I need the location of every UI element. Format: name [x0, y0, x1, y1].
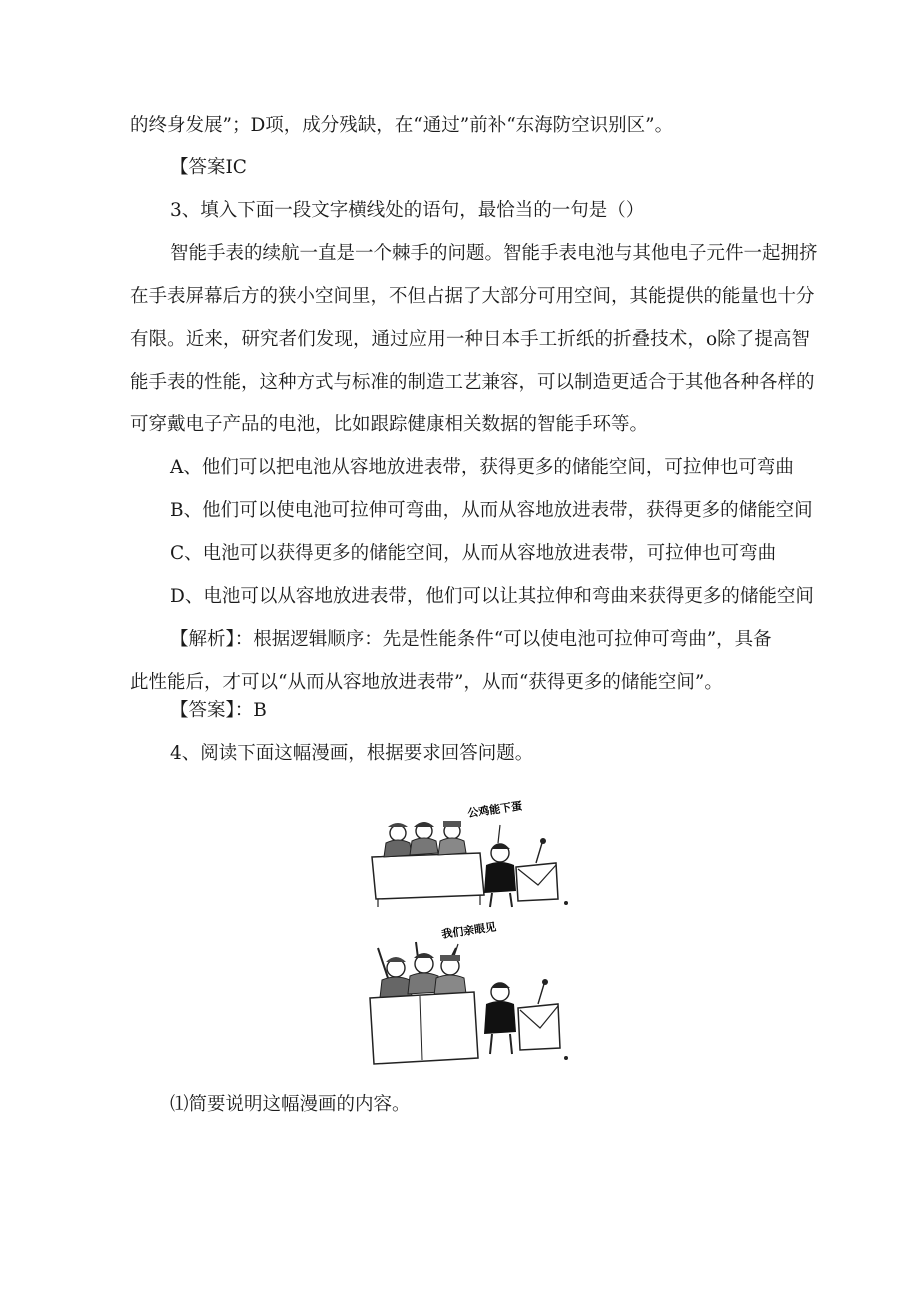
option-a: A、他们可以把电池从容地放进表带，获得更多的储能空间，可拉伸也可弯曲 — [170, 457, 794, 478]
passage-line: 智能手表的续航一直是一个棘手的问题。智能手表电池与其他电子元件一起拥挤 — [170, 243, 818, 264]
option-c: C、电池可以获得更多的储能空间，从而从容地放进表带，可拉伸也可弯曲 — [170, 543, 777, 564]
cartoon-panel-1 — [360, 795, 580, 915]
cartoon-panel-2 — [360, 918, 580, 1073]
speech-bubble-text: 我们亲眼见 — [440, 920, 497, 941]
answer-label: 【答案IC — [170, 157, 247, 178]
option-d: D、电池可以从容地放进表带，他们可以让其拉伸和弯曲来获得更多的储能空间 — [170, 586, 814, 607]
passage-line: 有限。近来，研究者们发现，通过应用一种日本手工折纸的折叠技术，o除了提高智 — [130, 329, 810, 350]
speech-bubble-text: 公鸡能下蛋 — [466, 799, 523, 820]
question-4-title: 4、阅读下面这幅漫画，根据要求回答问题。 — [170, 743, 534, 764]
passage-line: 在手表屏幕后方的狭小空间里，不但占据了大部分可用空间，其能提供的能量也十分 — [130, 286, 815, 307]
analysis-line: 【解析】：根据逻辑顺序：先是性能条件“可以使电池可拉伸可弯曲”，具备 — [170, 629, 772, 650]
question-3-title: 3、填入下面一段文字横线处的语句，最恰当的一句是（） — [170, 200, 645, 221]
passage-line: 能手表的性能，这种方式与标准的制造工艺兼容，可以制造更适合于其他各种各样的 — [130, 372, 815, 393]
text-line: 的终身发展”；D项，成分残缺，在“通过”前补“东海防空识别区”。 — [130, 115, 674, 136]
answer-label: 【答案】：B — [170, 700, 267, 721]
analysis-line: 此性能后，才可以“从而从容地放进表带”，从而“获得更多的储能空间”。 — [130, 672, 723, 693]
option-b: B、他们可以使电池可拉伸可弯曲，从而从容地放进表带，获得更多的储能空间 — [170, 500, 813, 521]
passage-line: 可穿戴电子产品的电池，比如跟踪健康相关数据的智能手环等。 — [130, 414, 649, 435]
question-4-subquestion: ⑴简要说明这幅漫画的内容。 — [170, 1094, 411, 1115]
